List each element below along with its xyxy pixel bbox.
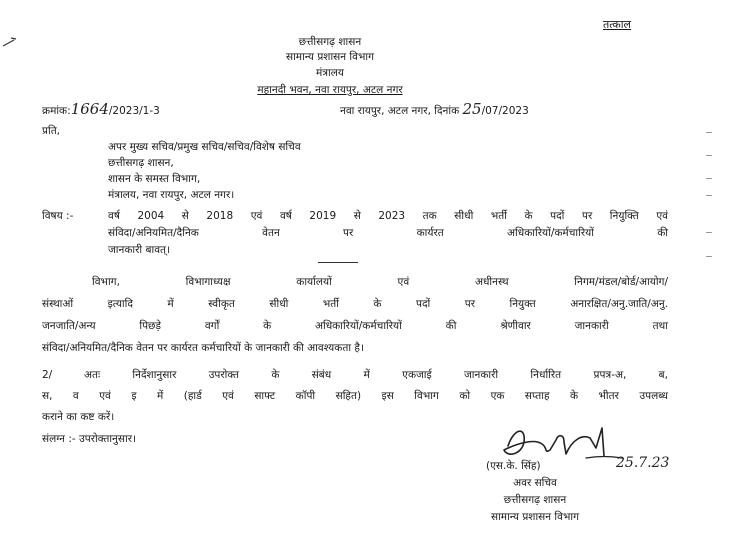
body-para1-line: विभाग, विभागाध्यक्ष कार्यालयों एवं अधीनस्थ निगम/मंडल/बोर्ड/आयोग/ [92,276,668,288]
reference-number-label: क्रमांक [42,105,68,117]
body-para2-number: 2/ [42,369,53,381]
margin-tick [706,256,712,257]
subject-line: संविदा/अनियमित/दैनिक वेतन पर कार्यरत अधिकारियों/कर्मचारियों की [108,227,668,239]
to-line: छत्तीसगढ़ शासन, [108,157,174,169]
to-line: अपर मुख्य सचिव/प्रमुख सचिव/सचिव/विशेष सचिव [108,141,301,153]
margin-tick [706,195,712,196]
reference-place: नवा रायपुर, अटल नगर, दिनांक [340,105,460,117]
margin-tick [706,132,712,133]
body-para1-line: संस्थाओं इत्यादि में स्वीकृत सीधी भर्ती के पदों पर नियुक्त अनारक्षित/अनु.जाति/अनु. [42,298,668,310]
body-para2-line: स, व एवं इ में (हार्ड एवं साफ्ट कॉपी सहित) इस विभाग को एक सप्ताह के भीतर उपलब्ध [42,390,668,402]
header-department: सामान्य प्रशासन विभाग [285,51,374,63]
body-para2-line: अतः निर्देशानुसार उपरोक्त के संबंध में एकजाई जानकारी निर्धारित प्रपत्र-अ, ब, [84,369,668,381]
subject-line: वर्ष 2004 से 2018 एवं वर्ष 2019 से 2023 तक सीधी भर्ती के पदों पर नियुक्ति एवं [108,210,668,222]
margin-tick [706,178,712,179]
reference-date [340,100,529,118]
to-line: शासन के समस्त विभाग, [108,173,201,185]
margin-mark-icon [2,36,18,50]
reference-number-handwritten: 1664 [70,100,109,118]
to-line: मंत्रालय, नवा रायपुर, अटल नगर। [108,189,235,201]
signatory-designation: अवर सचिव [513,477,557,489]
signature-date-handwritten: 25.7.23 [616,455,670,471]
header-ministry: मंत्रालय [315,67,344,79]
signatory-org-govt: छत्तीसगढ़ शासन [503,494,567,506]
signatory-org-department: सामान्य प्रशासन विभाग [490,511,579,523]
subject-label: विषय :- [42,210,74,222]
priority-label: तत्काल [603,18,631,31]
body-para1-line: संविदा/अनियमित/दैनिक वेतन पर कार्यरत कर्मचारियों के जानकारी की आवश्यकता है। [42,342,364,354]
reference-date-handwritten: 25 [462,100,482,118]
body-para1-line: जनजाति/अन्य पिछड़े वर्गों के अधिकारियों/कर्मचारियों की श्रेणीवार जानकारी तथा [42,320,668,332]
reference-number-suffix: /2023/1-3 [108,105,160,117]
header-address: महानदी भवन, नवा रायपुर, अटल नगर [257,84,403,96]
enclosure-note: संलग्न :- उपरोक्तानुसार। [42,433,136,445]
header-govt: छत्तीसगढ़ शासन [298,36,362,48]
body-para2-line: कराने का कष्ट करें। [42,411,115,423]
reference-number: क्रमांक:1664/2023/1-3 [42,100,160,118]
margin-tick [706,155,712,156]
margin-tick [706,232,712,233]
signatory-name: (एस.के. सिंह) [486,460,541,472]
reference-date-suffix: /07/2023 [481,105,529,117]
subject-line: जानकारी बावत्। [108,244,170,256]
subject-divider [318,262,358,263]
to-label: प्रति, [42,125,61,137]
